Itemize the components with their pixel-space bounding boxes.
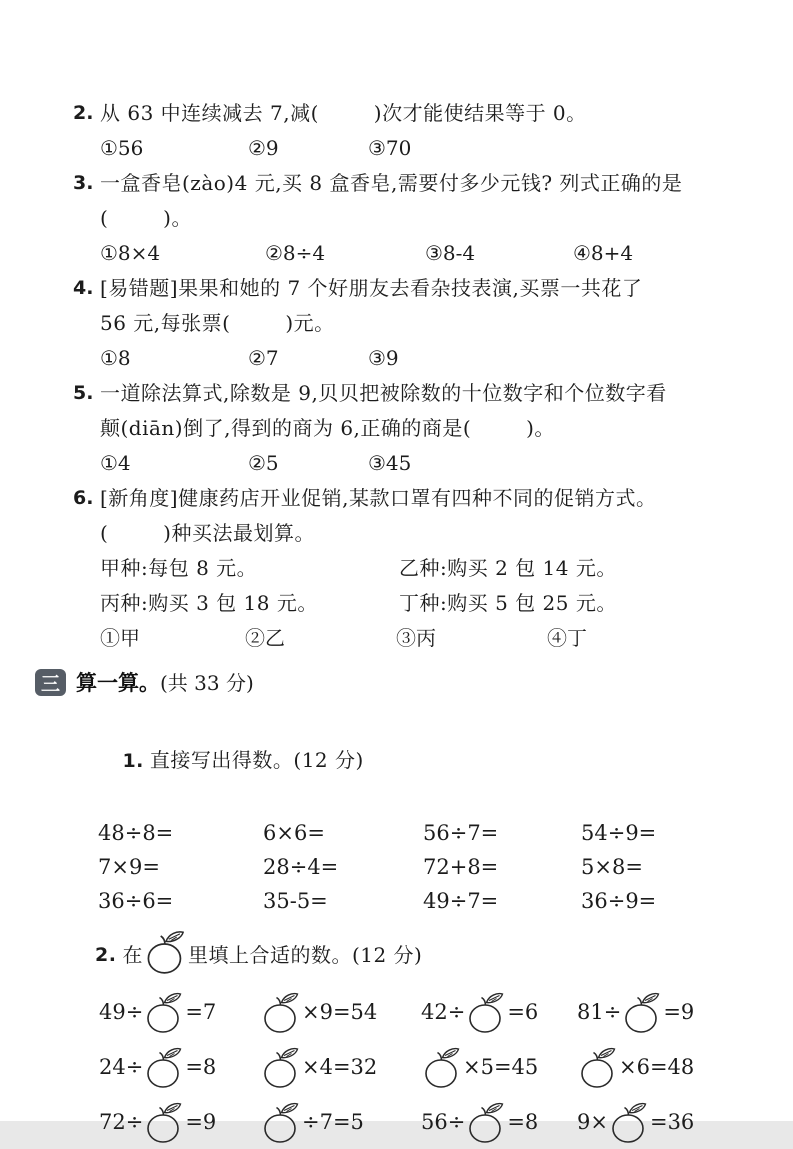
calc-expression: 28÷4= [263,855,339,879]
option: ②乙 [245,626,285,650]
equation-left: 56÷ [421,1109,466,1134]
apple-equation [260,1094,421,1149]
promo-plans-row-1 [100,551,743,586]
apple-icon [261,1045,301,1089]
plan-jia: 甲种:每包 8 元。 [100,556,258,580]
equation-left: 72÷ [99,1109,144,1134]
option: ②7 [248,346,279,370]
calc-expression: 56÷7= [423,821,499,845]
apple-icon [144,1100,184,1144]
equation-right: ×5=45 [463,1054,539,1079]
question-6 [75,481,743,656]
question-text: [新角度]健康药店开业促销,某款口罩有四种不同的促销方式。 [100,486,657,510]
subquestion-2 [95,930,743,980]
question-5 [75,376,743,481]
question-3 [75,166,743,271]
subquestion-1 [95,709,743,812]
question-text: 一盒香皂(zào)4 元,买 8 盒香皂,需要付多少元钱? 列式正确的是 [100,171,683,195]
apple-equation [260,984,421,1039]
equation-right: =8 [507,1109,539,1134]
option: ③45 [368,451,412,475]
equation-right: ×6=48 [619,1054,695,1079]
equation-left: 42÷ [421,999,466,1024]
apple-icon [261,1100,301,1144]
equation-left: 49÷ [99,999,144,1024]
option: ③70 [368,136,412,160]
plan-ding: 丁种:购买 5 包 25 元。 [399,591,617,615]
equation-right: ÷7=5 [302,1109,364,1134]
calc-expression: 36÷9= [581,889,657,913]
question-number: 6. [73,487,94,509]
question-number: 5. [73,382,94,404]
apple-equation [421,1039,577,1094]
calc-expression: 49÷7= [423,889,499,913]
question-5-options [100,446,743,481]
section-calc-header [35,664,743,700]
plan-bing: 丙种:购买 3 包 18 元。 [100,591,318,615]
promo-plans-row-2 [100,586,743,621]
apple-icon [578,1045,618,1089]
question-text: ( )种买法最划算。 [100,521,315,545]
question-text: [易错题]果果和她的 7 个好朋友去看杂技表演,买票一共花了 [100,276,643,300]
question-text: 56 元,每张票( )元。 [100,311,335,335]
subquestion-number: 1. [122,750,144,772]
equation-left: 24÷ [99,1054,144,1079]
apple-icon [144,990,184,1034]
subquestion-number: 2. [95,944,117,966]
option: ①4 [100,451,131,475]
calc-expression: 36÷6= [98,889,174,913]
calc-grid [98,816,743,918]
option: ③丙 [396,626,436,650]
equation-right: =8 [185,1054,217,1079]
question-number: 3. [73,172,94,194]
option: ①8 [100,346,131,370]
equation-right: =6 [507,999,539,1024]
option: ②5 [248,451,279,475]
equation-left: 81÷ [577,999,622,1024]
apple-icon [466,990,506,1034]
option: ①甲 [100,626,140,650]
calc-expression: 54÷9= [581,821,657,845]
question-number: 4. [73,277,94,299]
question-6-options [100,621,743,656]
equation-right: =9 [663,999,695,1024]
apple-icon [422,1045,462,1089]
question-text: 从 63 中连续减去 7,减( )次才能使结果等于 0。 [100,101,587,125]
apple-equation [99,1039,260,1094]
question-4-options [100,341,743,376]
apple-equation [577,1094,743,1149]
question-4 [75,271,743,376]
apple-equation [421,1094,577,1149]
apple-equation [99,1094,260,1149]
subquestion-title: 直接写出得数。(12 分) [149,748,364,772]
apple-icon [622,990,662,1034]
calc-expression: 72+8= [423,855,499,879]
apple-equation [421,984,577,1039]
option: ④8+4 [573,241,634,265]
section-number-badge: 三 [35,669,66,696]
question-2-options [100,131,743,166]
equation-right: =36 [649,1109,695,1134]
subquestion-title-after: 里填上合适的数。(12 分) [187,943,423,967]
calc-expression: 6×6= [263,821,325,845]
apple-icon [466,1100,506,1144]
equation-right: ×4=32 [302,1054,378,1079]
apple-icon [609,1100,649,1144]
apple-icon [144,928,187,975]
question-text: 颠(diān)倒了,得到的商为 6,正确的商是( )。 [100,416,555,440]
question-text: 一道除法算式,除数是 9,贝贝把被除数的十位数字和个位数字看 [100,381,667,405]
apple-equation [260,1039,421,1094]
option: ②9 [248,136,279,160]
option: ②8÷4 [265,241,326,265]
apple-icon [261,990,301,1034]
option: ①56 [100,136,144,160]
equation-left: 9× [577,1109,608,1134]
subquestion-title-before: 在 [122,943,143,967]
equation-right: ×9=54 [302,999,378,1024]
section-title: 算一算。(共 33 分) [76,671,254,695]
question-text: ( )。 [100,206,192,230]
calc-expression: 48÷8= [98,821,174,845]
apple-equation [99,984,260,1039]
equation-right: =7 [185,999,217,1024]
question-2 [75,96,743,166]
apple-equation [577,1039,743,1094]
calc-expression: 5×8= [581,855,643,879]
option: ③8-4 [425,241,476,265]
calc-expression: 35-5= [263,889,328,913]
option: ③9 [368,346,399,370]
calc-expression: 7×9= [98,855,160,879]
apple-equation [577,984,743,1039]
section-score: (共 33 分) [160,671,254,695]
apple-equation-grid [99,984,743,1149]
equation-right: =9 [185,1109,217,1134]
option: ④丁 [547,626,587,650]
option: ①8×4 [100,241,161,265]
question-number: 2. [73,102,94,124]
apple-icon [144,1045,184,1089]
question-3-options [100,236,743,271]
plan-yi: 乙种:购买 2 包 14 元。 [399,556,617,580]
